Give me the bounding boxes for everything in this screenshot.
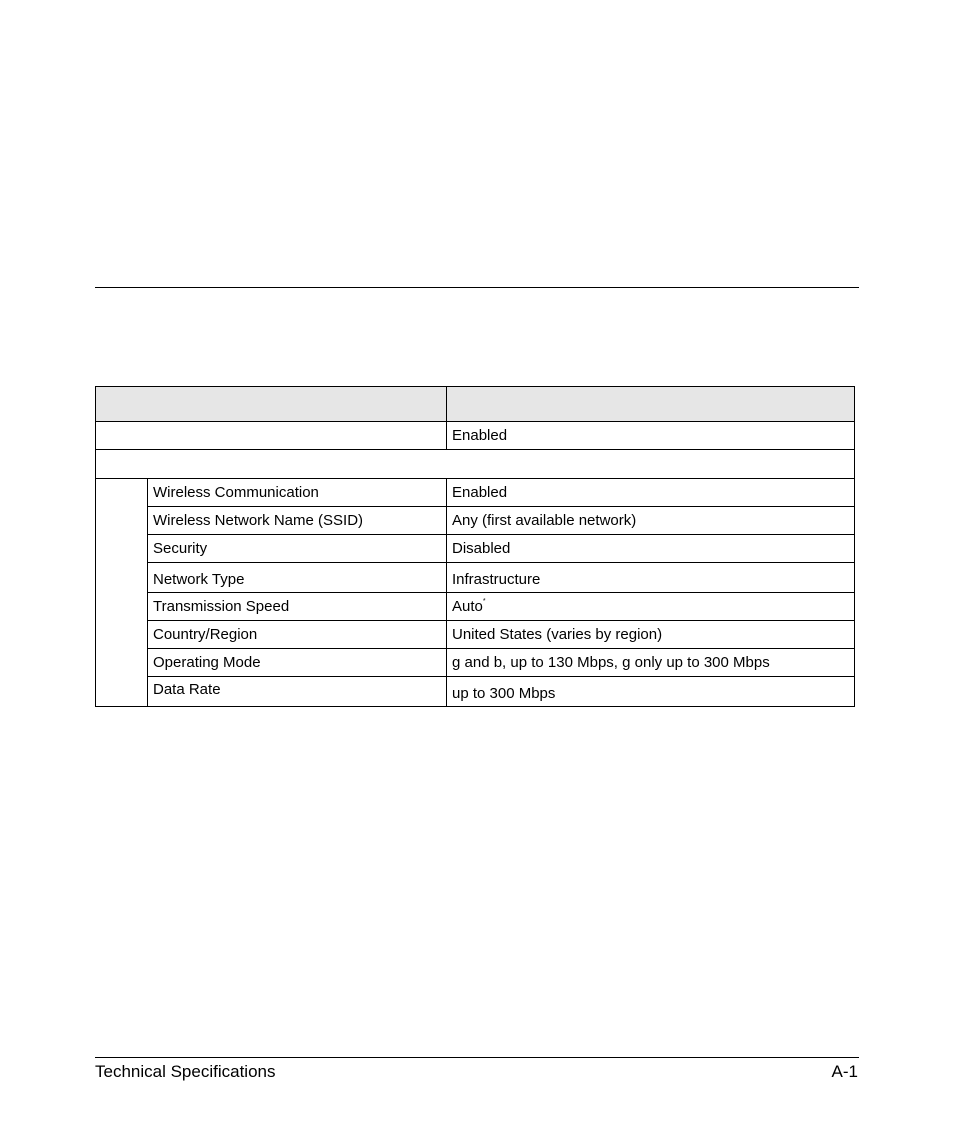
setting-value-text: Auto [452, 598, 483, 615]
setting-value [447, 593, 855, 621]
table-row [96, 535, 855, 563]
top-row-label [96, 422, 447, 450]
header-cell-default [447, 387, 855, 422]
table-row [96, 563, 855, 593]
table-row [96, 649, 855, 677]
table-row [96, 593, 855, 621]
top-row-value: Enabled [447, 422, 855, 450]
setting-value: up to 300 Mbps [447, 677, 855, 707]
setting-name: Data Rate [148, 677, 447, 707]
default-settings-table [95, 386, 855, 707]
table-row [96, 507, 855, 535]
header-cell-feature [96, 387, 447, 422]
setting-name: Wireless Network Name (SSID) [148, 507, 447, 535]
setting-name: Security [148, 535, 447, 563]
section-row-label [96, 450, 855, 479]
table-row [96, 677, 855, 707]
section-row [96, 450, 855, 479]
setting-value: g and b, up to 130 Mbps, g only up to 300 Mbps [447, 649, 855, 677]
setting-name: Network Type [148, 563, 447, 593]
table-row [96, 422, 855, 450]
setting-name: Operating Mode [148, 649, 447, 677]
setting-name: Country/Region [148, 621, 447, 649]
table-row [96, 621, 855, 649]
group-label-cell [96, 479, 148, 707]
footer-section-title: Technical Specifications [95, 1062, 276, 1081]
footer-page-number: A-1 [831, 1062, 858, 1081]
top-rule [95, 287, 859, 288]
table-header-row [96, 387, 855, 422]
footnote-marker: * [482, 598, 486, 605]
setting-value: United States (varies by region) [447, 621, 855, 649]
setting-value: Infrastructure [447, 563, 855, 593]
footer-rule [95, 1057, 859, 1058]
setting-name: Wireless Communication [148, 479, 447, 507]
setting-value: Disabled [447, 535, 855, 563]
setting-name: Transmission Speed [148, 593, 447, 621]
table-row [96, 479, 855, 507]
setting-value: Enabled [447, 479, 855, 507]
setting-value: Any (first available network) [447, 507, 855, 535]
